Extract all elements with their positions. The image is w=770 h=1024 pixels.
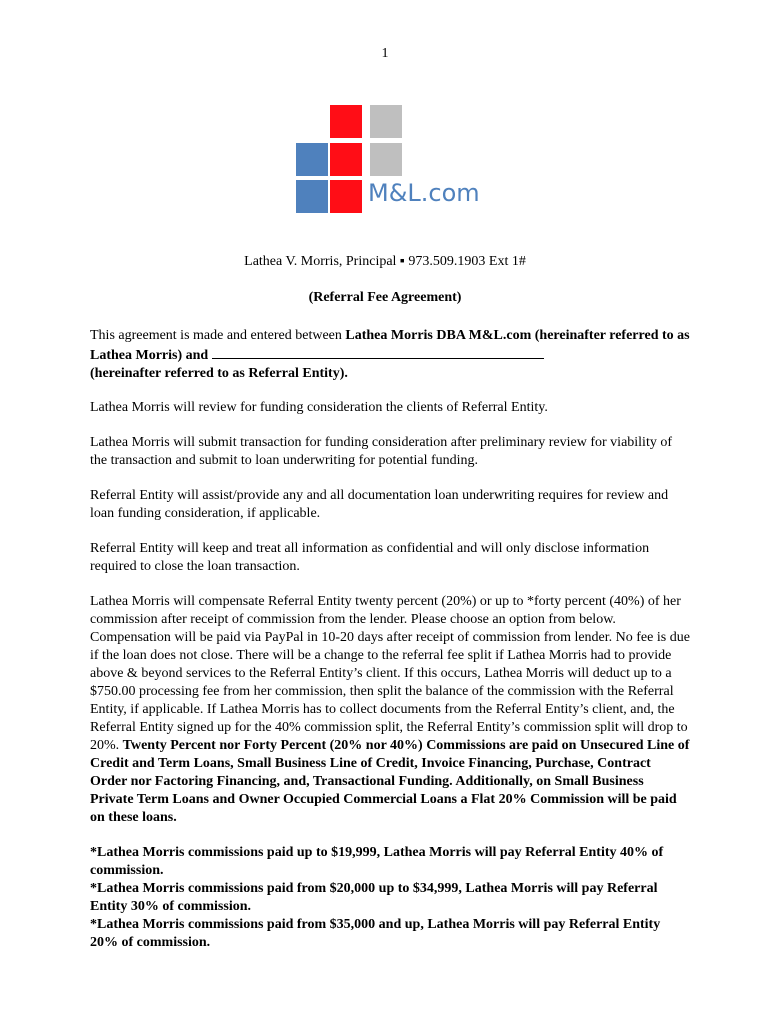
- logo-square-red: [330, 105, 362, 138]
- intro-lead: This agreement is made and entered between: [90, 328, 346, 343]
- tier-item: *Lathea Morris commissions paid up to $19,999, Lathea Morris will pay Referral Entity 40% of commission.: [90, 845, 664, 878]
- tier-item: *Lathea Morris commissions paid from $20,000 up to $34,999, Lathea Morris will pay Referral Entity 30% of commission.: [90, 881, 658, 914]
- paragraph-confidential: Referral Entity will keep and treat all information as confidential and will only disclose information required to close the loan transaction.: [90, 541, 650, 574]
- document-title: (Referral Fee Agreement): [308, 290, 462, 305]
- company-logo: [296, 105, 486, 217]
- compensation-bold-text: Twenty Percent nor Forty Percent (20% nor 40%) Commissions are paid on Unsecured Line of Credit and Term Loans, Small Business Line of Credit, Invoice Financing, Purchase, Contract Order nor Factoring Financing, and, Transactional Funding. Additionally, on Small Business Private Term Loans and Owner Occupied Commercial Loans a Flat 20% Commission will be paid on these loans.: [90, 738, 690, 825]
- compensation-text: Lathea Morris will compensate Referral Entity twenty percent (20%) or up to *forty percent (40%) of her commission after receipt of commission from the lender. Please choose an option from below. Compensation will be paid via PayPal in 10-20 days after receipt of commission from lender. No fee is due if the loan does not close. There will be a change to the referral fee split if Lathea Morris had to provide above & beyond services to the Referral Entity’s client. If this occurs, Lathea Morris will deduct up to a $750.00 processing fee from her commission, then split the balance of the commission with the Referral Entity, if applicable. If Lathea Morris has to collect documents from the Referral Entity’s client, and, the Referral Entity signed up for the 40% commission split, the Referral Entity’s commission split will drop to 20%.: [90, 594, 690, 753]
- agreement-body: [90, 327, 690, 952]
- logo-text: M&L.com: [368, 179, 480, 207]
- logo-square-gray: [370, 105, 402, 138]
- paragraph-review: Lathea Morris will review for funding consideration the clients of Referral Entity.: [90, 400, 548, 415]
- compensation-paragraph: [90, 593, 690, 827]
- commission-tiers: [90, 844, 690, 952]
- logo-square-red: [330, 180, 362, 213]
- referral-entity-blank[interactable]: [212, 345, 544, 359]
- paragraph-documentation: Referral Entity will assist/provide any and all documentation loan underwriting requires for review and loan funding consideration, if applicable.: [90, 488, 669, 521]
- intro-tail: (hereinafter referred to as Referral Entity).: [90, 366, 348, 381]
- logo-square-gray: [370, 143, 402, 176]
- logo-square-blue: [296, 180, 328, 213]
- logo-square-blue: [296, 143, 328, 176]
- intro-parties: Lathea Morris DBA M&L.com (hereinafter referred to as Lathea Morris) and: [90, 328, 690, 363]
- page-number: 1: [381, 46, 389, 61]
- logo-square-red: [330, 143, 362, 176]
- paragraph-submit: Lathea Morris will submit transaction for funding consideration after preliminary review for viability of the transaction and submit to loan underwriting for potential funding.: [90, 435, 672, 468]
- tier-item: *Lathea Morris commissions paid from $35,000 and up, Lathea Morris will pay Referral Entity 20% of commission.: [90, 917, 661, 950]
- contact-line: Lathea V. Morris, Principal ▪ 973.509.1903 Ext 1#: [244, 254, 526, 269]
- intro-paragraph: [90, 327, 690, 383]
